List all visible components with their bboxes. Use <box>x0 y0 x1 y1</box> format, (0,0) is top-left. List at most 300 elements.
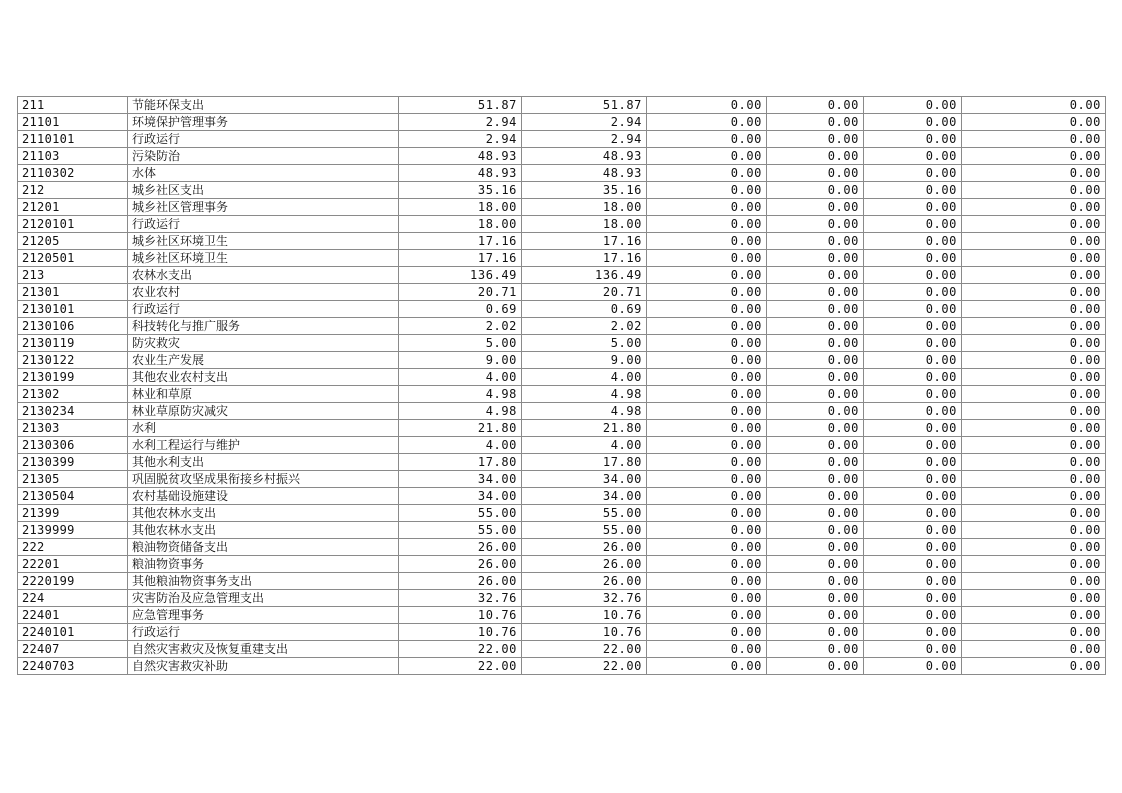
table-row <box>18 420 1106 437</box>
amount-cell: 0.00 <box>647 607 767 624</box>
amount-cell: 0.00 <box>962 607 1106 624</box>
subject-name-cell: 行政运行 <box>128 216 399 233</box>
amount-cell: 0.00 <box>864 607 962 624</box>
amount-cell: 0.00 <box>647 233 767 250</box>
table-row <box>18 182 1106 199</box>
amount-cell: 0.00 <box>767 505 864 522</box>
amount-cell: 0.00 <box>864 97 962 114</box>
amount-cell: 0.00 <box>647 386 767 403</box>
table-row <box>18 165 1106 182</box>
table-row <box>18 658 1106 675</box>
table-row <box>18 284 1106 301</box>
subject-name-cell: 农林水支出 <box>128 267 399 284</box>
amount-cell: 0.00 <box>864 369 962 386</box>
subject-name-cell: 其他农林水支出 <box>128 505 399 522</box>
amount-cell: 4.00 <box>522 437 647 454</box>
amount-cell: 4.98 <box>399 403 522 420</box>
amount-cell: 0.00 <box>767 658 864 675</box>
amount-cell: 22.00 <box>522 641 647 658</box>
amount-cell: 0.00 <box>647 335 767 352</box>
table-row <box>18 641 1106 658</box>
table-row <box>18 199 1106 216</box>
amount-cell: 0.00 <box>864 250 962 267</box>
amount-cell: 136.49 <box>399 267 522 284</box>
amount-cell: 0.00 <box>647 165 767 182</box>
amount-cell: 0.00 <box>647 131 767 148</box>
table-row <box>18 318 1106 335</box>
amount-cell: 0.00 <box>767 284 864 301</box>
amount-cell: 0.00 <box>864 148 962 165</box>
table-row <box>18 335 1106 352</box>
table-row <box>18 437 1106 454</box>
amount-cell: 0.00 <box>767 182 864 199</box>
amount-cell: 0.00 <box>962 403 1106 420</box>
amount-cell: 0.00 <box>864 437 962 454</box>
subject-name-cell: 水体 <box>128 165 399 182</box>
amount-cell: 0.00 <box>864 590 962 607</box>
table-row <box>18 488 1106 505</box>
amount-cell: 0.00 <box>767 301 864 318</box>
amount-cell: 0.00 <box>962 352 1106 369</box>
amount-cell: 0.00 <box>864 386 962 403</box>
subject-name-cell: 灾害防治及应急管理支出 <box>128 590 399 607</box>
amount-cell: 18.00 <box>399 216 522 233</box>
subject-name-cell: 科技转化与推广服务 <box>128 318 399 335</box>
amount-cell: 55.00 <box>399 522 522 539</box>
subject-code-cell: 2130199 <box>18 369 128 386</box>
amount-cell: 55.00 <box>522 505 647 522</box>
amount-cell: 0.00 <box>864 318 962 335</box>
amount-cell: 0.00 <box>767 607 864 624</box>
subject-code-cell: 2130234 <box>18 403 128 420</box>
amount-cell: 0.00 <box>962 437 1106 454</box>
amount-cell: 0.00 <box>647 505 767 522</box>
subject-name-cell: 农业生产发展 <box>128 352 399 369</box>
subject-code-cell: 224 <box>18 590 128 607</box>
subject-name-cell: 水利 <box>128 420 399 437</box>
amount-cell: 0.00 <box>767 420 864 437</box>
amount-cell: 0.00 <box>962 301 1106 318</box>
amount-cell: 0.00 <box>864 539 962 556</box>
amount-cell: 32.76 <box>522 590 647 607</box>
subject-name-cell: 林业和草原 <box>128 386 399 403</box>
amount-cell: 0.00 <box>647 641 767 658</box>
amount-cell: 51.87 <box>522 97 647 114</box>
subject-code-cell: 2220199 <box>18 573 128 590</box>
amount-cell: 17.16 <box>522 233 647 250</box>
amount-cell: 0.00 <box>767 148 864 165</box>
amount-cell: 0.00 <box>647 658 767 675</box>
amount-cell: 0.00 <box>864 114 962 131</box>
amount-cell: 34.00 <box>399 488 522 505</box>
subject-code-cell: 22201 <box>18 556 128 573</box>
subject-name-cell: 防灾救灾 <box>128 335 399 352</box>
amount-cell: 35.16 <box>399 182 522 199</box>
amount-cell: 0.00 <box>962 97 1106 114</box>
amount-cell: 0.69 <box>522 301 647 318</box>
table-row <box>18 250 1106 267</box>
amount-cell: 4.98 <box>522 403 647 420</box>
amount-cell: 0.00 <box>647 454 767 471</box>
amount-cell: 0.00 <box>864 573 962 590</box>
table-row <box>18 369 1106 386</box>
amount-cell: 48.93 <box>399 148 522 165</box>
subject-name-cell: 城乡社区环境卫生 <box>128 233 399 250</box>
amount-cell: 0.00 <box>962 386 1106 403</box>
amount-cell: 0.00 <box>962 199 1106 216</box>
amount-cell: 0.00 <box>767 471 864 488</box>
amount-cell: 0.00 <box>962 267 1106 284</box>
subject-code-cell: 2120101 <box>18 216 128 233</box>
amount-cell: 0.00 <box>864 556 962 573</box>
amount-cell: 0.00 <box>864 182 962 199</box>
subject-code-cell: 21305 <box>18 471 128 488</box>
amount-cell: 0.00 <box>962 505 1106 522</box>
amount-cell: 0.00 <box>647 318 767 335</box>
amount-cell: 0.00 <box>767 369 864 386</box>
amount-cell: 0.00 <box>864 488 962 505</box>
amount-cell: 0.00 <box>767 131 864 148</box>
amount-cell: 0.00 <box>962 471 1106 488</box>
amount-cell: 0.00 <box>647 420 767 437</box>
table-row <box>18 403 1106 420</box>
subject-name-cell: 城乡社区管理事务 <box>128 199 399 216</box>
subject-name-cell: 行政运行 <box>128 301 399 318</box>
amount-cell: 34.00 <box>522 488 647 505</box>
subject-code-cell: 2120501 <box>18 250 128 267</box>
amount-cell: 0.00 <box>962 624 1106 641</box>
amount-cell: 0.00 <box>647 148 767 165</box>
subject-code-cell: 2130122 <box>18 352 128 369</box>
amount-cell: 0.00 <box>647 301 767 318</box>
amount-cell: 0.00 <box>767 556 864 573</box>
subject-code-cell: 2110302 <box>18 165 128 182</box>
amount-cell: 21.80 <box>522 420 647 437</box>
amount-cell: 2.94 <box>399 131 522 148</box>
amount-cell: 18.00 <box>522 199 647 216</box>
amount-cell: 26.00 <box>399 573 522 590</box>
amount-cell: 0.00 <box>767 403 864 420</box>
subject-name-cell: 环境保护管理事务 <box>128 114 399 131</box>
amount-cell: 4.98 <box>522 386 647 403</box>
budget-expenditure-table <box>17 96 1106 675</box>
amount-cell: 0.00 <box>767 318 864 335</box>
table-row <box>18 114 1106 131</box>
amount-cell: 0.00 <box>962 131 1106 148</box>
amount-cell: 0.00 <box>962 488 1106 505</box>
amount-cell: 0.00 <box>767 624 864 641</box>
amount-cell: 0.00 <box>864 624 962 641</box>
table-body <box>18 97 1106 675</box>
amount-cell: 26.00 <box>399 556 522 573</box>
amount-cell: 26.00 <box>522 539 647 556</box>
budget-table-page <box>17 96 1105 675</box>
amount-cell: 9.00 <box>399 352 522 369</box>
subject-code-cell: 21101 <box>18 114 128 131</box>
amount-cell: 0.00 <box>767 352 864 369</box>
subject-name-cell: 其他水利支出 <box>128 454 399 471</box>
amount-cell: 0.00 <box>647 267 767 284</box>
subject-code-cell: 22401 <box>18 607 128 624</box>
table-row <box>18 386 1106 403</box>
amount-cell: 0.00 <box>767 114 864 131</box>
subject-code-cell: 21303 <box>18 420 128 437</box>
amount-cell: 26.00 <box>522 573 647 590</box>
amount-cell: 0.00 <box>962 318 1106 335</box>
amount-cell: 0.00 <box>647 352 767 369</box>
subject-code-cell: 2130399 <box>18 454 128 471</box>
amount-cell: 0.00 <box>864 165 962 182</box>
amount-cell: 10.76 <box>399 624 522 641</box>
subject-code-cell: 21205 <box>18 233 128 250</box>
amount-cell: 0.00 <box>962 539 1106 556</box>
amount-cell: 0.00 <box>767 454 864 471</box>
table-row <box>18 556 1106 573</box>
subject-code-cell: 21201 <box>18 199 128 216</box>
amount-cell: 55.00 <box>399 505 522 522</box>
amount-cell: 0.00 <box>647 216 767 233</box>
amount-cell: 0.00 <box>767 539 864 556</box>
subject-code-cell: 212 <box>18 182 128 199</box>
table-row <box>18 607 1106 624</box>
amount-cell: 0.00 <box>647 437 767 454</box>
amount-cell: 0.00 <box>962 641 1106 658</box>
amount-cell: 10.76 <box>522 607 647 624</box>
subject-name-cell: 污染防治 <box>128 148 399 165</box>
table-row <box>18 97 1106 114</box>
table-row <box>18 590 1106 607</box>
amount-cell: 18.00 <box>399 199 522 216</box>
subject-name-cell: 其他粮油物资事务支出 <box>128 573 399 590</box>
amount-cell: 0.00 <box>962 216 1106 233</box>
amount-cell: 2.94 <box>522 114 647 131</box>
amount-cell: 48.93 <box>399 165 522 182</box>
subject-name-cell: 农业农村 <box>128 284 399 301</box>
amount-cell: 0.00 <box>647 403 767 420</box>
subject-code-cell: 2139999 <box>18 522 128 539</box>
amount-cell: 0.00 <box>864 352 962 369</box>
table-row <box>18 301 1106 318</box>
amount-cell: 55.00 <box>522 522 647 539</box>
amount-cell: 34.00 <box>522 471 647 488</box>
amount-cell: 2.02 <box>522 318 647 335</box>
amount-cell: 21.80 <box>399 420 522 437</box>
amount-cell: 0.00 <box>767 437 864 454</box>
amount-cell: 0.00 <box>647 182 767 199</box>
table-row <box>18 539 1106 556</box>
table-row <box>18 131 1106 148</box>
amount-cell: 5.00 <box>522 335 647 352</box>
subject-code-cell: 21103 <box>18 148 128 165</box>
subject-name-cell: 水利工程运行与维护 <box>128 437 399 454</box>
amount-cell: 2.94 <box>522 131 647 148</box>
amount-cell: 0.00 <box>647 624 767 641</box>
amount-cell: 0.00 <box>767 335 864 352</box>
amount-cell: 0.00 <box>962 148 1106 165</box>
amount-cell: 20.71 <box>399 284 522 301</box>
subject-name-cell: 其他农林水支出 <box>128 522 399 539</box>
amount-cell: 48.93 <box>522 148 647 165</box>
amount-cell: 0.00 <box>767 267 864 284</box>
amount-cell: 0.00 <box>962 250 1106 267</box>
subject-name-cell: 粮油物资事务 <box>128 556 399 573</box>
table-row <box>18 522 1106 539</box>
amount-cell: 17.80 <box>399 454 522 471</box>
amount-cell: 0.00 <box>962 165 1106 182</box>
amount-cell: 0.00 <box>647 369 767 386</box>
amount-cell: 17.16 <box>522 250 647 267</box>
table-row <box>18 267 1106 284</box>
subject-code-cell: 21301 <box>18 284 128 301</box>
amount-cell: 0.00 <box>962 420 1106 437</box>
table-row <box>18 233 1106 250</box>
amount-cell: 0.00 <box>647 199 767 216</box>
subject-name-cell: 城乡社区环境卫生 <box>128 250 399 267</box>
amount-cell: 0.00 <box>962 522 1106 539</box>
amount-cell: 22.00 <box>522 658 647 675</box>
amount-cell: 22.00 <box>399 641 522 658</box>
subject-code-cell: 21302 <box>18 386 128 403</box>
amount-cell: 0.00 <box>864 284 962 301</box>
table-row <box>18 471 1106 488</box>
subject-code-cell: 22407 <box>18 641 128 658</box>
table-row <box>18 148 1106 165</box>
amount-cell: 0.00 <box>962 369 1106 386</box>
amount-cell: 0.00 <box>864 403 962 420</box>
amount-cell: 0.00 <box>767 522 864 539</box>
subject-name-cell: 自然灾害救灾及恢复重建支出 <box>128 641 399 658</box>
subject-name-cell: 节能环保支出 <box>128 97 399 114</box>
amount-cell: 2.02 <box>399 318 522 335</box>
amount-cell: 0.00 <box>647 471 767 488</box>
amount-cell: 18.00 <box>522 216 647 233</box>
subject-code-cell: 2130101 <box>18 301 128 318</box>
amount-cell: 17.80 <box>522 454 647 471</box>
amount-cell: 0.00 <box>767 199 864 216</box>
amount-cell: 0.00 <box>864 522 962 539</box>
amount-cell: 0.00 <box>962 573 1106 590</box>
table-row <box>18 573 1106 590</box>
amount-cell: 0.00 <box>962 454 1106 471</box>
subject-name-cell: 应急管理事务 <box>128 607 399 624</box>
amount-cell: 0.00 <box>864 420 962 437</box>
amount-cell: 0.00 <box>767 386 864 403</box>
subject-code-cell: 2240703 <box>18 658 128 675</box>
amount-cell: 0.00 <box>962 335 1106 352</box>
amount-cell: 0.00 <box>962 590 1106 607</box>
amount-cell: 0.00 <box>647 590 767 607</box>
amount-cell: 0.00 <box>962 284 1106 301</box>
subject-name-cell: 自然灾害救灾补助 <box>128 658 399 675</box>
amount-cell: 0.00 <box>864 454 962 471</box>
amount-cell: 0.00 <box>647 488 767 505</box>
amount-cell: 0.00 <box>864 267 962 284</box>
amount-cell: 0.00 <box>864 335 962 352</box>
subject-code-cell: 2130504 <box>18 488 128 505</box>
amount-cell: 20.71 <box>522 284 647 301</box>
amount-cell: 4.00 <box>399 369 522 386</box>
table-row <box>18 505 1106 522</box>
amount-cell: 0.00 <box>647 97 767 114</box>
amount-cell: 0.00 <box>767 488 864 505</box>
amount-cell: 51.87 <box>399 97 522 114</box>
subject-code-cell: 2110101 <box>18 131 128 148</box>
amount-cell: 0.00 <box>767 216 864 233</box>
subject-name-cell: 其他农业农村支出 <box>128 369 399 386</box>
amount-cell: 0.00 <box>962 658 1106 675</box>
amount-cell: 32.76 <box>399 590 522 607</box>
amount-cell: 0.00 <box>864 233 962 250</box>
subject-code-cell: 211 <box>18 97 128 114</box>
subject-code-cell: 2130306 <box>18 437 128 454</box>
subject-code-cell: 2240101 <box>18 624 128 641</box>
amount-cell: 9.00 <box>522 352 647 369</box>
amount-cell: 0.00 <box>864 199 962 216</box>
amount-cell: 0.00 <box>767 165 864 182</box>
amount-cell: 0.00 <box>647 284 767 301</box>
table-row <box>18 454 1106 471</box>
amount-cell: 0.00 <box>962 556 1106 573</box>
amount-cell: 0.00 <box>647 522 767 539</box>
amount-cell: 0.00 <box>647 250 767 267</box>
amount-cell: 0.00 <box>962 114 1106 131</box>
amount-cell: 0.00 <box>864 658 962 675</box>
amount-cell: 48.93 <box>522 165 647 182</box>
subject-name-cell: 林业草原防灾减灾 <box>128 403 399 420</box>
subject-code-cell: 213 <box>18 267 128 284</box>
amount-cell: 0.69 <box>399 301 522 318</box>
subject-code-cell: 2130106 <box>18 318 128 335</box>
table-row <box>18 216 1106 233</box>
amount-cell: 10.76 <box>399 607 522 624</box>
amount-cell: 0.00 <box>864 301 962 318</box>
amount-cell: 0.00 <box>767 641 864 658</box>
subject-name-cell: 农村基础设施建设 <box>128 488 399 505</box>
amount-cell: 0.00 <box>647 573 767 590</box>
amount-cell: 10.76 <box>522 624 647 641</box>
amount-cell: 0.00 <box>767 233 864 250</box>
amount-cell: 35.16 <box>522 182 647 199</box>
subject-name-cell: 城乡社区支出 <box>128 182 399 199</box>
amount-cell: 0.00 <box>647 539 767 556</box>
amount-cell: 0.00 <box>767 590 864 607</box>
subject-code-cell: 2130119 <box>18 335 128 352</box>
amount-cell: 17.16 <box>399 233 522 250</box>
amount-cell: 26.00 <box>522 556 647 573</box>
amount-cell: 5.00 <box>399 335 522 352</box>
subject-name-cell: 巩固脱贫攻坚成果衔接乡村振兴 <box>128 471 399 488</box>
amount-cell: 0.00 <box>864 216 962 233</box>
amount-cell: 0.00 <box>962 233 1106 250</box>
amount-cell: 0.00 <box>962 182 1106 199</box>
table-row <box>18 352 1106 369</box>
amount-cell: 2.94 <box>399 114 522 131</box>
amount-cell: 0.00 <box>767 250 864 267</box>
amount-cell: 0.00 <box>767 97 864 114</box>
amount-cell: 4.00 <box>399 437 522 454</box>
amount-cell: 0.00 <box>864 131 962 148</box>
amount-cell: 0.00 <box>647 114 767 131</box>
amount-cell: 0.00 <box>767 573 864 590</box>
amount-cell: 22.00 <box>399 658 522 675</box>
amount-cell: 0.00 <box>864 471 962 488</box>
amount-cell: 0.00 <box>647 556 767 573</box>
subject-name-cell: 粮油物资储备支出 <box>128 539 399 556</box>
subject-name-cell: 行政运行 <box>128 624 399 641</box>
amount-cell: 4.98 <box>399 386 522 403</box>
amount-cell: 136.49 <box>522 267 647 284</box>
amount-cell: 26.00 <box>399 539 522 556</box>
